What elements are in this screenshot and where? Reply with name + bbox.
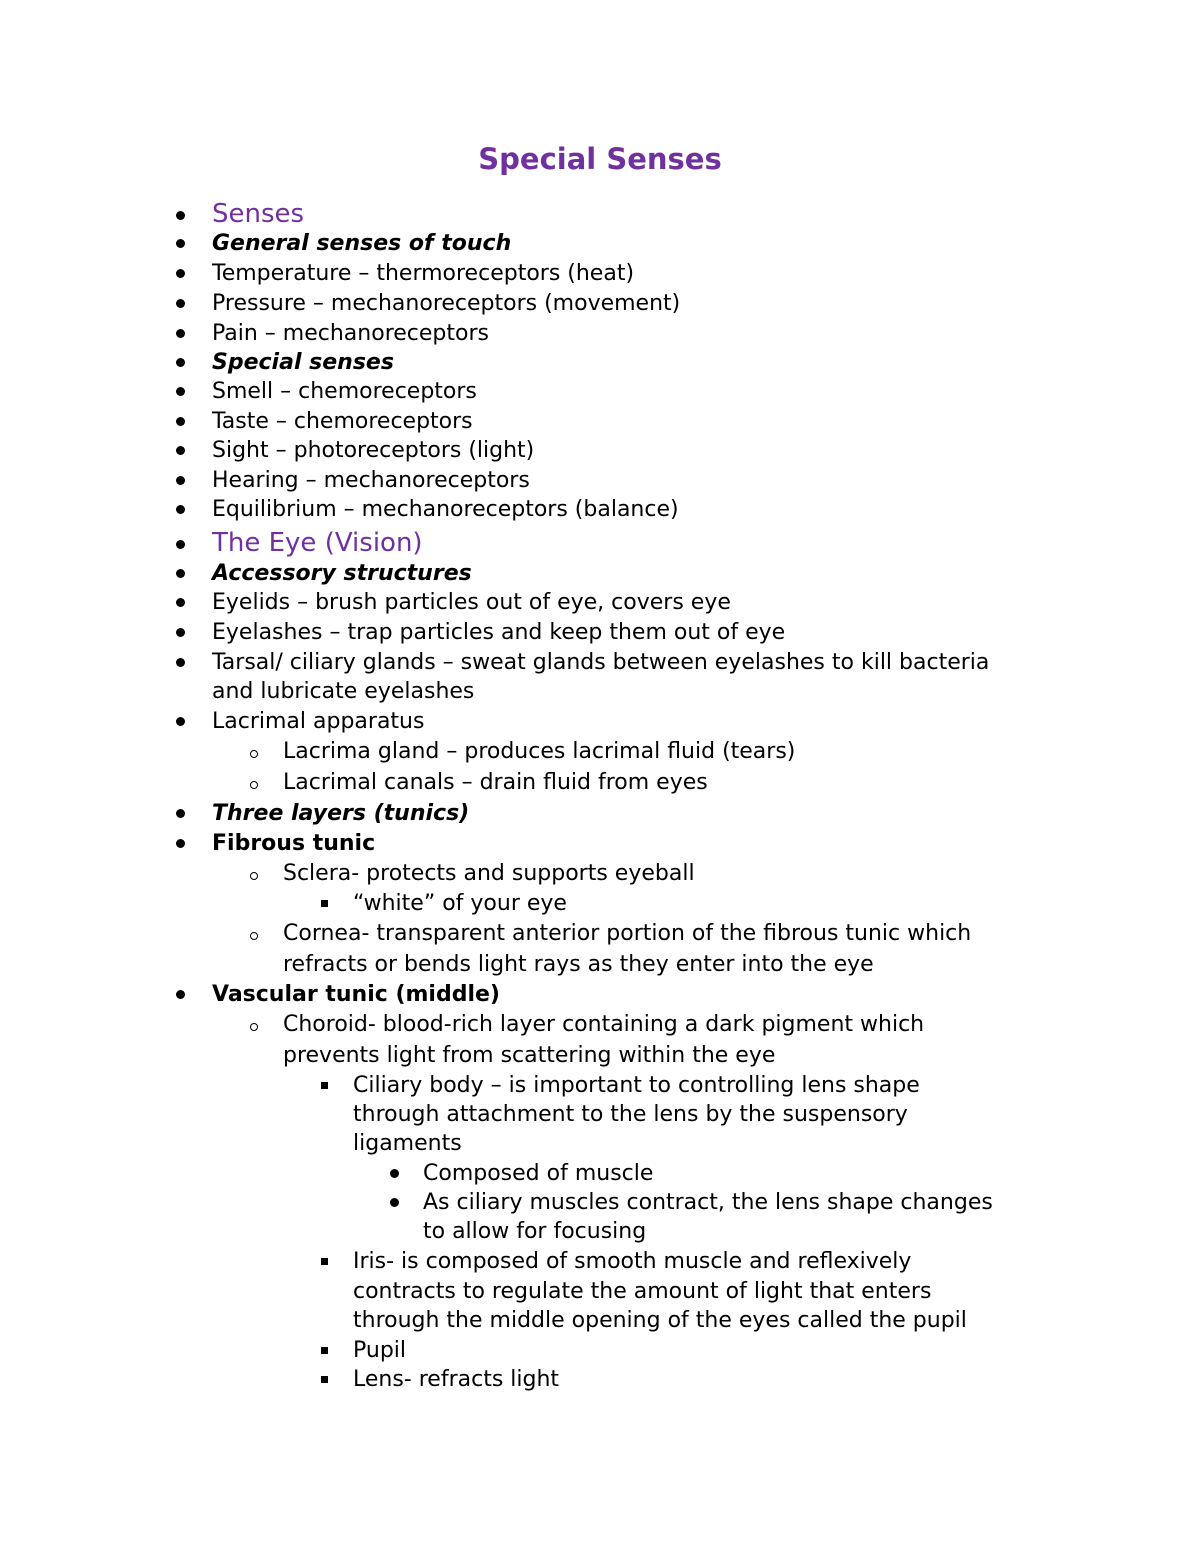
list-item-text: Sight – photoreceptors (light) <box>212 438 535 463</box>
bullet-square-icon <box>321 900 328 907</box>
bullet-dot-icon <box>176 717 185 726</box>
bullet-marker <box>170 378 190 406</box>
page-title: Special Senses <box>478 142 722 176</box>
list-item-text: refracts or bends light rays as they enter into the eye <box>283 952 874 977</box>
bullet-dot-icon <box>176 505 185 514</box>
bullet-dot-icon <box>390 1169 399 1178</box>
section-heading: The Eye (Vision) <box>212 528 423 558</box>
bullet-circle-icon <box>250 750 258 758</box>
bullet-square-icon <box>321 1376 328 1383</box>
list-item-text: As ciliary muscles contract, the lens shape changes <box>423 1190 993 1215</box>
bullet-dot-icon <box>176 329 185 338</box>
bullet-marker <box>384 1160 404 1188</box>
bullet-marker <box>244 1011 264 1039</box>
list-item-text: “white” of your eye <box>353 891 567 916</box>
bullet-marker <box>170 589 190 617</box>
bullet-marker <box>170 230 190 258</box>
bullet-marker <box>170 198 190 230</box>
bullet-marker <box>384 1189 404 1217</box>
list-item-text: through the middle opening of the eyes called the pupil <box>353 1308 967 1333</box>
bullet-circle-icon <box>250 932 258 940</box>
bullet-square-icon <box>321 1347 328 1354</box>
list-item-text: and lubricate eyelashes <box>212 679 475 704</box>
bullet-dot-icon <box>390 1198 399 1207</box>
bullet-marker <box>244 769 264 797</box>
list-item-text: Eyelids – brush particles out of eye, covers eye <box>212 590 731 615</box>
bullet-marker <box>314 1366 334 1394</box>
bullet-marker <box>170 496 190 524</box>
list-item-text: Temperature – thermoreceptors (heat) <box>212 261 635 286</box>
bullet-circle-icon <box>250 781 258 789</box>
bullet-marker <box>170 467 190 495</box>
bullet-marker <box>170 649 190 677</box>
bullet-marker <box>170 527 190 559</box>
bullet-dot-icon <box>176 598 185 607</box>
list-item-text: to allow for focusing <box>423 1219 647 1244</box>
bullet-marker <box>170 708 190 736</box>
list-item-text: Vascular tunic (middle) <box>212 982 500 1007</box>
bullet-dot-icon <box>176 417 185 426</box>
list-item-text: Pain – mechanoreceptors <box>212 321 489 346</box>
bullet-dot-icon <box>176 387 185 396</box>
bullet-dot-icon <box>176 990 185 999</box>
list-item-text: Special senses <box>212 350 394 375</box>
bullet-dot-icon <box>176 476 185 485</box>
bullet-marker <box>170 800 190 828</box>
list-item-text: Three layers (tunics) <box>212 801 470 826</box>
list-item-text: Tarsal/ ciliary glands – sweat glands between eyelashes to kill bacteria <box>212 650 990 675</box>
bullet-marker <box>170 830 190 858</box>
bullet-marker <box>314 1072 334 1100</box>
list-item-text: Accessory structures <box>212 561 472 586</box>
bullet-dot-icon <box>176 446 185 455</box>
list-item-text: Pupil <box>353 1338 407 1363</box>
list-item-text: contracts to regulate the amount of light that enters <box>353 1279 932 1304</box>
bullet-marker <box>170 290 190 318</box>
list-item-text: through attachment to the lens by the suspensory <box>353 1102 908 1127</box>
list-item-text: Sclera- protects and supports eyeball <box>283 861 695 886</box>
bullet-dot-icon <box>176 269 185 278</box>
bullet-dot-icon <box>176 239 185 248</box>
list-item-text: Lens- refracts light <box>353 1367 560 1392</box>
bullet-marker <box>170 981 190 1009</box>
list-item-text: Lacrimal apparatus <box>212 709 425 734</box>
bullet-marker <box>170 437 190 465</box>
list-item-text: Lacrimal canals – drain fluid from eyes <box>283 770 708 795</box>
bullet-dot-icon <box>176 628 185 637</box>
bullet-dot-icon <box>176 358 185 367</box>
bullet-marker <box>314 1337 334 1365</box>
bullet-dot-icon <box>176 658 185 667</box>
bullet-dot-icon <box>176 540 185 549</box>
list-item-text: Cornea- transparent anterior portion of the fibrous tunic which <box>283 921 972 946</box>
list-item-text: Equilibrium – mechanoreceptors (balance) <box>212 497 679 522</box>
list-item-text: Lacrima gland – produces lacrimal fluid (tears) <box>283 739 796 764</box>
bullet-marker <box>314 1248 334 1276</box>
list-item-text: Smell – chemoreceptors <box>212 379 477 404</box>
section-heading: Senses <box>212 199 305 229</box>
bullet-marker <box>244 860 264 888</box>
bullet-marker <box>170 619 190 647</box>
bullet-circle-icon <box>250 872 258 880</box>
list-item-text: Eyelashes – trap particles and keep them out of eye <box>212 620 786 645</box>
list-item-text: Choroid- blood-rich layer containing a dark pigment which <box>283 1012 925 1037</box>
bullet-marker <box>170 260 190 288</box>
bullet-circle-icon <box>250 1023 258 1031</box>
bullet-dot-icon <box>176 839 185 848</box>
bullet-dot-icon <box>176 809 185 818</box>
bullet-marker <box>244 920 264 948</box>
list-item-text: ligaments <box>353 1131 462 1156</box>
list-item-text: Ciliary body – is important to controlling lens shape <box>353 1073 920 1098</box>
bullet-marker <box>170 320 190 348</box>
bullet-dot-icon <box>176 211 185 220</box>
list-item-text: Taste – chemoreceptors <box>212 409 473 434</box>
list-item-text: Composed of muscle <box>423 1161 654 1186</box>
bullet-dot-icon <box>176 299 185 308</box>
list-item-text: prevents light from scattering within the eye <box>283 1043 776 1068</box>
bullet-dot-icon <box>176 569 185 578</box>
bullet-square-icon <box>321 1258 328 1265</box>
bullet-marker <box>170 560 190 588</box>
list-item-text: Hearing – mechanoreceptors <box>212 468 530 493</box>
bullet-marker <box>244 738 264 766</box>
bullet-square-icon <box>321 1082 328 1089</box>
list-item-text: General senses of touch <box>212 231 512 256</box>
list-item-text: Iris- is composed of smooth muscle and reflexively <box>353 1249 912 1274</box>
bullet-marker <box>170 349 190 377</box>
bullet-marker <box>170 408 190 436</box>
list-item-text: Fibrous tunic <box>212 831 376 856</box>
list-item-text: Pressure – mechanoreceptors (movement) <box>212 291 681 316</box>
bullet-marker <box>314 890 334 918</box>
